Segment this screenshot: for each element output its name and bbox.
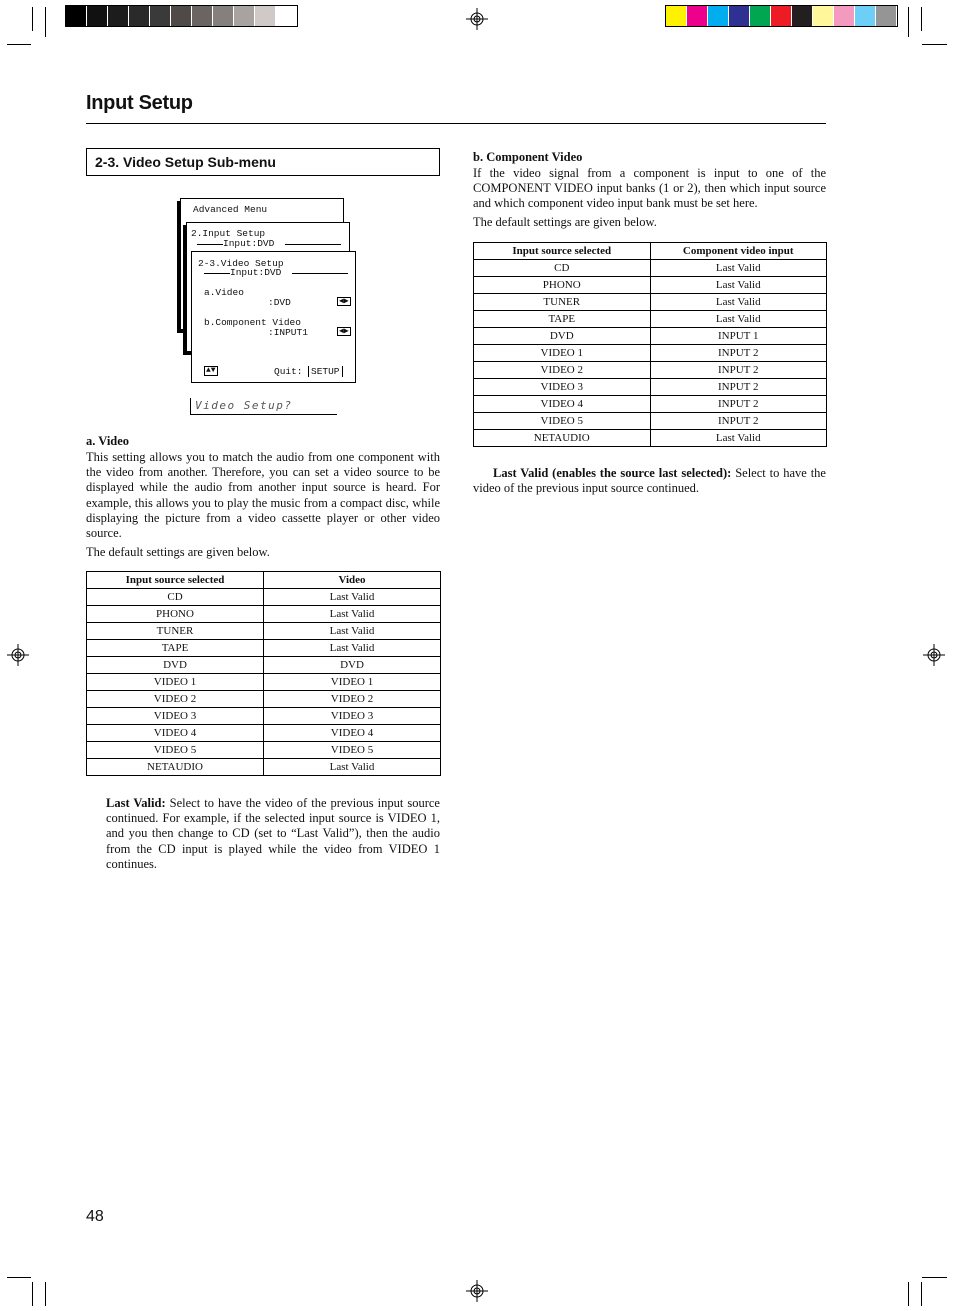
table-row xyxy=(87,606,441,623)
registration-mark-icon xyxy=(923,644,945,666)
color-swatch xyxy=(687,6,708,26)
color-swatch xyxy=(87,6,108,26)
table-cell: VIDEO 5 xyxy=(87,742,264,759)
table-cell: DVD xyxy=(87,657,264,674)
video-heading: a. Video xyxy=(86,434,130,448)
table-cell: Last Valid xyxy=(264,606,441,623)
table-cell: VIDEO 3 xyxy=(264,708,441,725)
table-cell: VIDEO 4 xyxy=(264,725,441,742)
table-row xyxy=(87,657,441,674)
color-swatch xyxy=(876,6,897,26)
table-row xyxy=(87,623,441,640)
table-cell: VIDEO 2 xyxy=(474,362,651,379)
table-cell: NETAUDIO xyxy=(87,759,264,776)
video-defaults-table xyxy=(86,571,441,776)
table-cell: Last Valid xyxy=(650,277,827,294)
grayscale-color-bar xyxy=(65,5,298,27)
table-cell: VIDEO 1 xyxy=(264,674,441,691)
video-last-valid-note xyxy=(106,796,440,872)
osd-setup-label: SETUP xyxy=(308,366,343,377)
color-swatch xyxy=(708,6,729,26)
osd-screen3-sub: Input:DVD xyxy=(230,267,282,278)
color-swatch xyxy=(834,6,855,26)
table-row xyxy=(474,260,827,277)
table-row xyxy=(474,294,827,311)
color-swatch xyxy=(666,6,687,26)
component-defaults-note: The default settings are given below. xyxy=(473,215,657,229)
table-cell: PHONO xyxy=(87,606,264,623)
color-swatch xyxy=(729,6,750,26)
table-cell: VIDEO 3 xyxy=(474,379,651,396)
table-row xyxy=(87,759,441,776)
up-down-arrows-icon: ▲▼ xyxy=(206,366,216,375)
page-title: Input Setup xyxy=(86,92,193,114)
table-cell: Last Valid xyxy=(650,311,827,328)
table-header: Component video input xyxy=(650,243,827,260)
registration-mark-icon xyxy=(466,1280,488,1302)
table-header: Video xyxy=(264,572,441,589)
table-row xyxy=(474,396,827,413)
registration-mark-icon xyxy=(466,8,488,30)
note-text: Select to have the video of the previous input source continued. For example, if the selected input source is VIDEO 1, and you then change to CD (set to “Last Valid”), then the audio from the CD input is played while the video from VIDEO 1 continues. xyxy=(106,796,440,871)
table-cell: TAPE xyxy=(474,311,651,328)
table-row xyxy=(474,430,827,447)
osd-item-video: a.Video xyxy=(204,287,244,298)
table-cell: Last Valid xyxy=(264,759,441,776)
table-row xyxy=(474,345,827,362)
table-row xyxy=(474,379,827,396)
table-cell: VIDEO 4 xyxy=(474,396,651,413)
left-right-arrows-icon: ◀▶ xyxy=(339,327,349,336)
osd-quit-label: Quit: xyxy=(274,366,303,377)
page-number: 48 xyxy=(86,1208,104,1225)
table-cell: VIDEO 3 xyxy=(87,708,264,725)
osd-screen-video-setup xyxy=(191,251,356,383)
table-cell: VIDEO 1 xyxy=(87,674,264,691)
color-swatch xyxy=(771,6,792,26)
color-swatch xyxy=(171,6,192,26)
table-cell: VIDEO 4 xyxy=(87,725,264,742)
color-swatch xyxy=(750,6,771,26)
table-cell: TAPE xyxy=(87,640,264,657)
note-bold-label: Last Valid: xyxy=(106,796,166,810)
osd-item-component-video: b.Component Video xyxy=(204,317,301,328)
table-row xyxy=(474,328,827,345)
component-last-valid-note xyxy=(473,466,826,496)
table-header: Input source selected xyxy=(87,572,264,589)
table-row xyxy=(474,413,827,430)
color-swatch xyxy=(129,6,150,26)
table-header: Input source selected xyxy=(474,243,651,260)
color-swatch xyxy=(276,6,297,26)
table-row xyxy=(87,589,441,606)
component-body-text: If the video signal from a component is input to one of the COMPONENT VIDEO input banks (1 or 2), then which input source and which component video input bank must be set here. xyxy=(473,166,826,211)
table-cell: VIDEO 2 xyxy=(87,691,264,708)
component-defaults-table xyxy=(473,242,827,447)
color-swatch xyxy=(108,6,129,26)
process-color-bar xyxy=(665,5,898,27)
color-swatch xyxy=(213,6,234,26)
color-swatch xyxy=(855,6,876,26)
table-cell: Last Valid xyxy=(650,294,827,311)
section-title: 2-3. Video Setup Sub-menu xyxy=(86,148,440,176)
video-defaults-note: The default settings are given below. xyxy=(86,545,270,559)
color-swatch xyxy=(66,6,87,26)
table-cell: VIDEO 1 xyxy=(474,345,651,362)
table-row xyxy=(87,742,441,759)
table-cell: DVD xyxy=(474,328,651,345)
table-cell: PHONO xyxy=(474,277,651,294)
osd-item-component-value: :INPUT1 xyxy=(268,327,308,338)
table-cell: Last Valid xyxy=(264,640,441,657)
table-cell: INPUT 2 xyxy=(650,345,827,362)
table-cell: VIDEO 2 xyxy=(264,691,441,708)
video-body-text: This setting allows you to match the audio from one component with the video from another. Therefore, you can set a video source to be displayed while the audio from another input source is heard. For example, this allows you to play the music from a compact disc, while displaying the picture from a video cassette player or other video source. xyxy=(86,450,440,541)
table-cell: Last Valid xyxy=(650,430,827,447)
table-cell: INPUT 2 xyxy=(650,362,827,379)
table-row xyxy=(474,277,827,294)
lcd-display-text: Video Setup? xyxy=(190,398,337,415)
title-rule xyxy=(86,123,826,124)
osd-item-video-value: :DVD xyxy=(268,297,291,308)
color-swatch xyxy=(192,6,213,26)
table-row xyxy=(474,311,827,328)
table-cell: INPUT 2 xyxy=(650,413,827,430)
table-cell: INPUT 2 xyxy=(650,379,827,396)
color-swatch xyxy=(150,6,171,26)
table-cell: NETAUDIO xyxy=(474,430,651,447)
osd-screen3-title: 2-3.Video Setup xyxy=(198,258,284,269)
osd-screen2-title: 2.Input Setup xyxy=(191,228,266,239)
table-cell: CD xyxy=(474,260,651,277)
color-swatch xyxy=(234,6,255,26)
color-swatch xyxy=(255,6,276,26)
table-row xyxy=(87,640,441,657)
left-right-arrows-icon: ◀▶ xyxy=(339,297,349,306)
table-cell: TUNER xyxy=(474,294,651,311)
note-bold-label: Last Valid (enables the source last selected): xyxy=(493,466,732,480)
table-row xyxy=(87,691,441,708)
component-heading: b. Component Video xyxy=(473,150,583,164)
table-cell: Last Valid xyxy=(264,623,441,640)
table-row xyxy=(474,362,827,379)
table-cell: VIDEO 5 xyxy=(264,742,441,759)
table-row xyxy=(87,725,441,742)
osd-screen1-title: Advanced Menu xyxy=(193,204,268,215)
table-cell: INPUT 2 xyxy=(650,396,827,413)
table-cell: TUNER xyxy=(87,623,264,640)
table-cell: INPUT 1 xyxy=(650,328,827,345)
table-cell: CD xyxy=(87,589,264,606)
color-swatch xyxy=(792,6,813,26)
table-row xyxy=(87,674,441,691)
table-cell: VIDEO 5 xyxy=(474,413,651,430)
osd-screen2-sub: Input:DVD xyxy=(223,238,275,249)
registration-mark-icon xyxy=(7,644,29,666)
table-cell: Last Valid xyxy=(264,589,441,606)
table-cell: DVD xyxy=(264,657,441,674)
table-cell: Last Valid xyxy=(650,260,827,277)
table-row xyxy=(87,708,441,725)
note-text: Select to have the video of the previous input source continued. xyxy=(473,466,826,496)
color-swatch xyxy=(813,6,834,26)
